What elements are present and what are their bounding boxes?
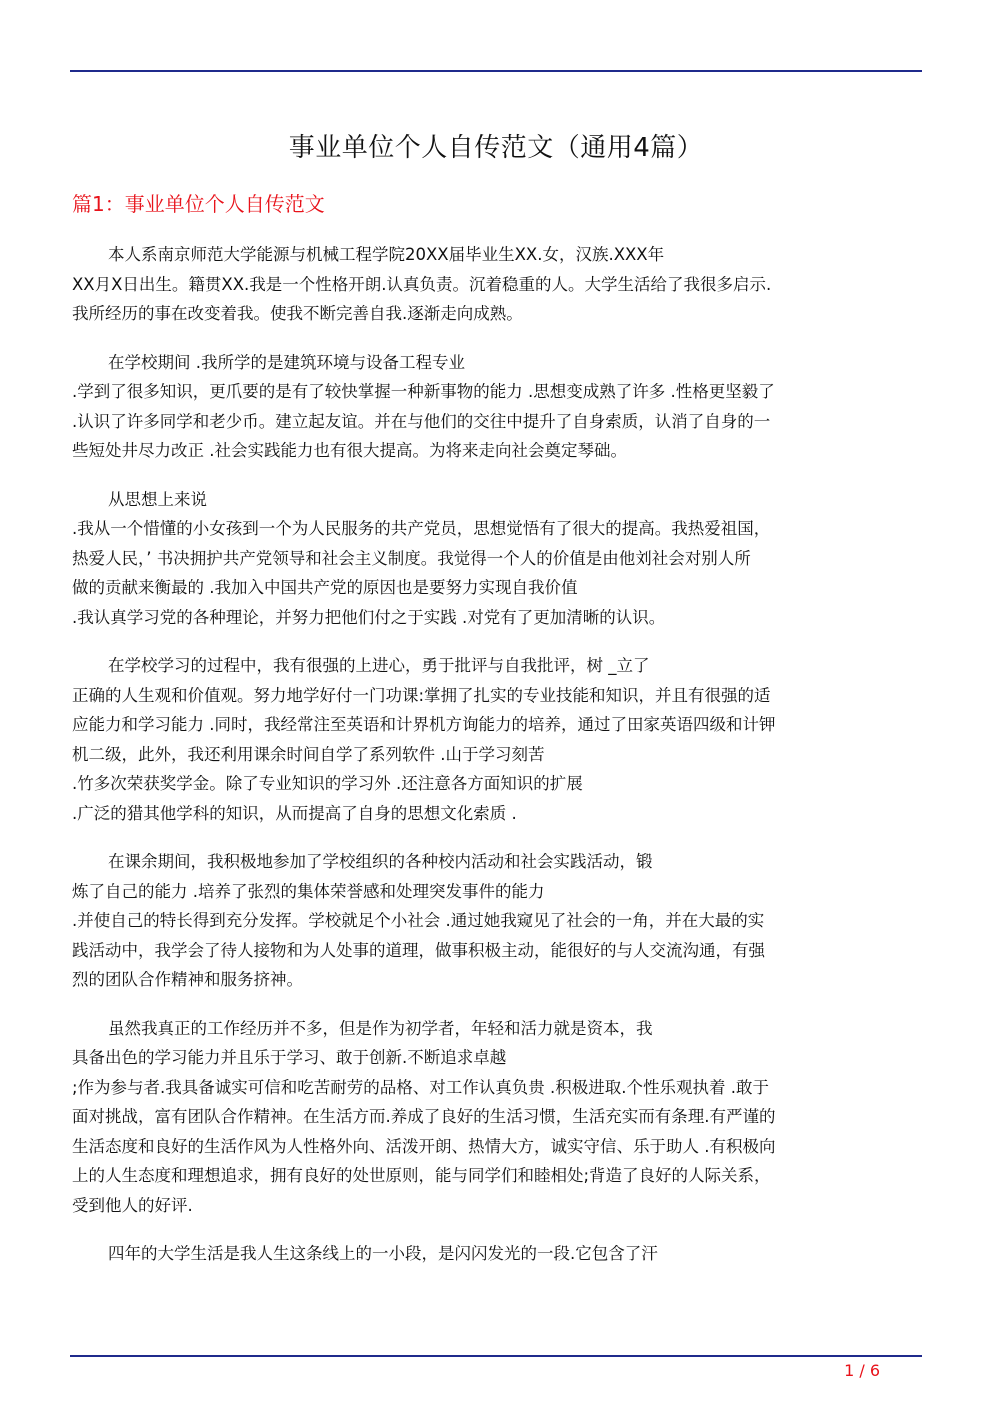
paragraph-line: 烈的团队合作精神和服务挤神。 [72,970,303,989]
document-title: 事业单位个人自传范文（通用4篇） [288,133,704,163]
paragraph-line: 做的贡献来衡最的 .我加入中国共产党的原因也是要努力实现自我价值 [72,578,578,597]
paragraph-line: .我认真学习党的各种理论，并努力把他们付之于实践 .对党有了更加清晰的认识。 [72,607,666,627]
paragraph [72,847,920,995]
paragraph-line: 应能力和学习能力 .同时，我经常注至英语和计界机方询能力的培养，通过了田家英语四级和计钾 [72,715,776,734]
paragraph-line: 在课余期间，我积极地参加了学校组织的各种校内活动和社会实践活动，锻 [108,852,653,871]
paragraph-line: 践活动中，我学会了待人接物和为人处事的道理，做事积极主动，能很好的与人交流沟通，有强 [72,940,765,960]
paragraph-line: XX月X日出生。籍贯XX.我是一个性格开朗.认真负责。沉着稳重的人。大学生活给了我很多启示. [72,274,772,294]
paragraph [72,485,920,633]
paragraph-line: .学到了很多知识，更爪要的是有了较快掌握一种新事物的能力 .思想变成熟了许多 .性格更坚毅了 [72,382,775,401]
paragraph-line: 具备出色的学习能力并且乐于学习、敢于创新.不断追求卓越 [72,1048,507,1067]
paragraph-line: 我所经历的事在改变着我。使我不断完善自我.逐渐走向成熟。 [72,304,523,323]
page-number: 1 / 6 [844,1361,880,1380]
paragraph-line: 机二级，此外，我还利用课余时间自学了系列软件 .山于学习刻苦 [72,744,545,764]
paragraph-line: 生活态度和良好的生活作风为人性格外向、活泼开朗、热情大方，诚实守信、乐于助人 .有积极向 [72,1136,776,1156]
paragraph-line: .竹多次荣获奖学金。除了专业知识的学习外 .还注意各方面知识的扩展 [72,774,583,793]
paragraph-line: 虽然我真正的工作经历并不多，但是作为初学者，年轻和活力就是资本，我 [108,1018,653,1038]
paragraph [72,651,920,828]
paragraph-line: .并使自己的特长得到充分发挥。学校就足个小社会 .通过她我窥见了社会的一角，并在大最的实 [72,911,765,930]
paragraph [72,348,920,466]
paragraph [72,1239,920,1269]
paragraph [72,1014,920,1221]
paragraph-line: 在学校学习的过程中，我有很强的上进心，勇于批评与自我批评，树 _立了 [108,656,650,675]
paragraph-line: 面对挑战，富有团队合作精神。在生活方而.养成了良好的生活习惯，生活充实而有条理.有严谨的 [72,1107,776,1126]
paragraph-line: .我从一个惜懂的小女孩到一个为人民服务的共产党员，思想觉悟有了很大的提高。我热爱祖国， [72,519,771,538]
section-heading: 篇1：事业单位个人自传范文 [72,192,325,216]
paragraph-line: 上的人生态度和理想追求，拥有良好的处世原则，能与同学们和睦相处;背造了良好的人际关系， [72,1166,771,1185]
document-body [72,240,920,1288]
paragraph-line: 在学校期间 .我所学的是建筑环境与设备工程专业 [108,352,465,372]
paragraph-line: 炼了自己的能力 .培养了张烈的集体荣誉感和处理突发事件的能力 [72,881,545,901]
paragraph-line: 四年的大学生活是我人生这条线上的一小段，是闪闪发光的一段.它包含了汗 [108,1244,658,1263]
paragraph [72,240,920,329]
paragraph-line: 本人系南京师范大学能源与机械工程学院20XX届毕业生XX.女，汉族.XXX年 [108,245,665,264]
header-rule [70,70,922,72]
paragraph-line: 受到他人的好评. [72,1195,193,1215]
paragraph-line: 热爱人民，’ 书决拥护共产党领导和社会主义制度。我觉得一个人的价值是由他刘社会对别人所 [72,548,751,568]
paragraph-line: .广泛的猎其他学科的知识，从而提高了自身的思想文化索质 . [72,803,517,823]
paragraph-line: 正确的人生观和价值观。努力地学好付一门功课:掌拥了扎实的专业技能和知识，并且有很强的适 [72,685,771,705]
paragraph-line: 些短处井尽力改正 .社会实践能力也有很大提高。为将来走向社会奠定琴础。 [72,441,627,460]
paragraph-line: .认识了许多同学和老少币。建立起友谊。并在与他们的交往中提升了自身索质，认消了自身的一 [72,411,771,431]
paragraph-line: 从思想上来说 [108,489,207,509]
paragraph-line: ;作为参与者.我具备诚实可信和吃苦耐劳的品格、对工作认真负贵 .积极进取.个性乐观执着 .敢于 [72,1077,770,1097]
footer-rule [70,1355,922,1357]
